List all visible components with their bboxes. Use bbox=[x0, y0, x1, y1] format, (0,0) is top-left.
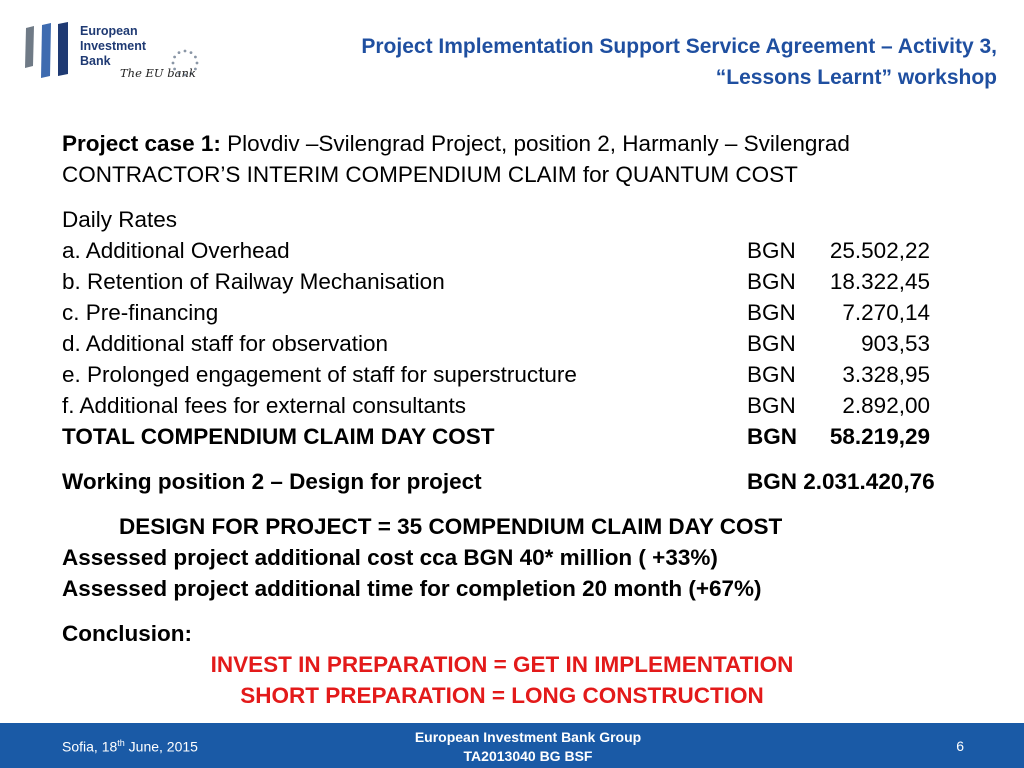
footer-org-line-2: TA2013040 BG BSF bbox=[463, 748, 593, 764]
rate-label: f. Additional fees for external consultants bbox=[62, 393, 466, 418]
rate-label: b. Retention of Railway Mechanisation bbox=[62, 269, 445, 294]
rate-label: e. Prolonged engagement of staff for superstructure bbox=[62, 362, 577, 387]
logo-line-1: European bbox=[80, 24, 138, 38]
rate-currency: BGN bbox=[747, 393, 796, 418]
footer-date bbox=[62, 738, 198, 755]
logo-line-3: Bank bbox=[80, 54, 111, 68]
rate-amount: 2.892,00 bbox=[842, 393, 930, 418]
working-position-value: BGN 2.031.420,76 bbox=[747, 469, 935, 494]
logo-line-2: Investment bbox=[80, 39, 146, 53]
footer-organisation bbox=[360, 728, 696, 766]
footer-org-line-1: European Investment Bank Group bbox=[414, 729, 642, 745]
total-label: TOTAL COMPENDIUM CLAIM DAY COST bbox=[62, 424, 495, 449]
eib-logo-text bbox=[80, 24, 146, 69]
total-row bbox=[62, 421, 982, 452]
rate-currency: BGN bbox=[747, 362, 796, 387]
rate-amount: 25.502,22 bbox=[829, 238, 930, 263]
project-case-line bbox=[62, 128, 982, 159]
rate-row bbox=[62, 390, 982, 421]
rate-label: c. Pre-financing bbox=[62, 300, 219, 325]
conclusion-heading: Conclusion: bbox=[62, 621, 192, 646]
rate-amount: 18.322,45 bbox=[829, 269, 930, 294]
slide-content bbox=[62, 128, 982, 711]
rate-amount: 3.328,95 bbox=[842, 362, 930, 387]
rate-row bbox=[62, 297, 982, 328]
total-currency: BGN bbox=[747, 424, 797, 449]
rate-label: d. Additional staff for observation bbox=[62, 331, 389, 356]
daily-rates-heading: Daily Rates bbox=[62, 207, 178, 232]
footer-date-rest: June, 2015 bbox=[124, 738, 198, 755]
assessed-cost: Assessed project additional cost cca BGN 40* million ( +33%) bbox=[62, 545, 718, 570]
rate-row bbox=[62, 328, 982, 359]
title-line-1: Project Implementation Support Service Agreement – Activity 3, bbox=[361, 35, 997, 58]
slide-title bbox=[217, 31, 997, 93]
conclusion-line-2: SHORT PREPARATION = LONG CONSTRUCTION bbox=[240, 683, 764, 708]
rate-label: a. Additional Overhead bbox=[62, 238, 290, 263]
rate-amount: 903,53 bbox=[861, 331, 930, 356]
rate-currency: BGN bbox=[747, 238, 796, 263]
working-position-label: Working position 2 – Design for project bbox=[62, 469, 482, 494]
project-case-label: Project case 1: bbox=[62, 131, 221, 156]
assessed-time: Assessed project additional time for completion 20 month (+67%) bbox=[62, 576, 762, 601]
claim-title: CONTRACTOR’S INTERIM COMPENDIUM CLAIM for QUANTUM COST bbox=[62, 162, 798, 187]
logo-tagline: The EU bank bbox=[120, 66, 196, 80]
title-line-2: “Lessons Learnt” workshop bbox=[715, 66, 997, 89]
rate-currency: BGN bbox=[747, 331, 796, 356]
footer-location: Sofia, 18 bbox=[62, 738, 118, 755]
eib-logo bbox=[22, 22, 212, 84]
rate-currency: BGN bbox=[747, 300, 796, 325]
eib-logo-bars-icon bbox=[22, 22, 74, 78]
working-position-row bbox=[62, 466, 982, 497]
rate-row bbox=[62, 235, 982, 266]
rate-row bbox=[62, 359, 982, 390]
footer-date-suffix: th bbox=[117, 738, 125, 748]
rate-amount: 7.270,14 bbox=[842, 300, 930, 325]
project-case-text: Plovdiv –Svilengrad Project, position 2, Harmanly – Svilengrad bbox=[220, 131, 850, 156]
page-number: 6 bbox=[956, 738, 964, 754]
design-equation: DESIGN FOR PROJECT = 35 COMPENDIUM CLAIM DAY COST bbox=[119, 514, 783, 539]
footer-bar bbox=[0, 723, 1024, 768]
rate-row bbox=[62, 266, 982, 297]
conclusion-line-1: INVEST IN PREPARATION = GET IN IMPLEMENTATION bbox=[210, 652, 794, 677]
rate-currency: BGN bbox=[747, 269, 796, 294]
total-amount: 58.219,29 bbox=[829, 424, 930, 449]
